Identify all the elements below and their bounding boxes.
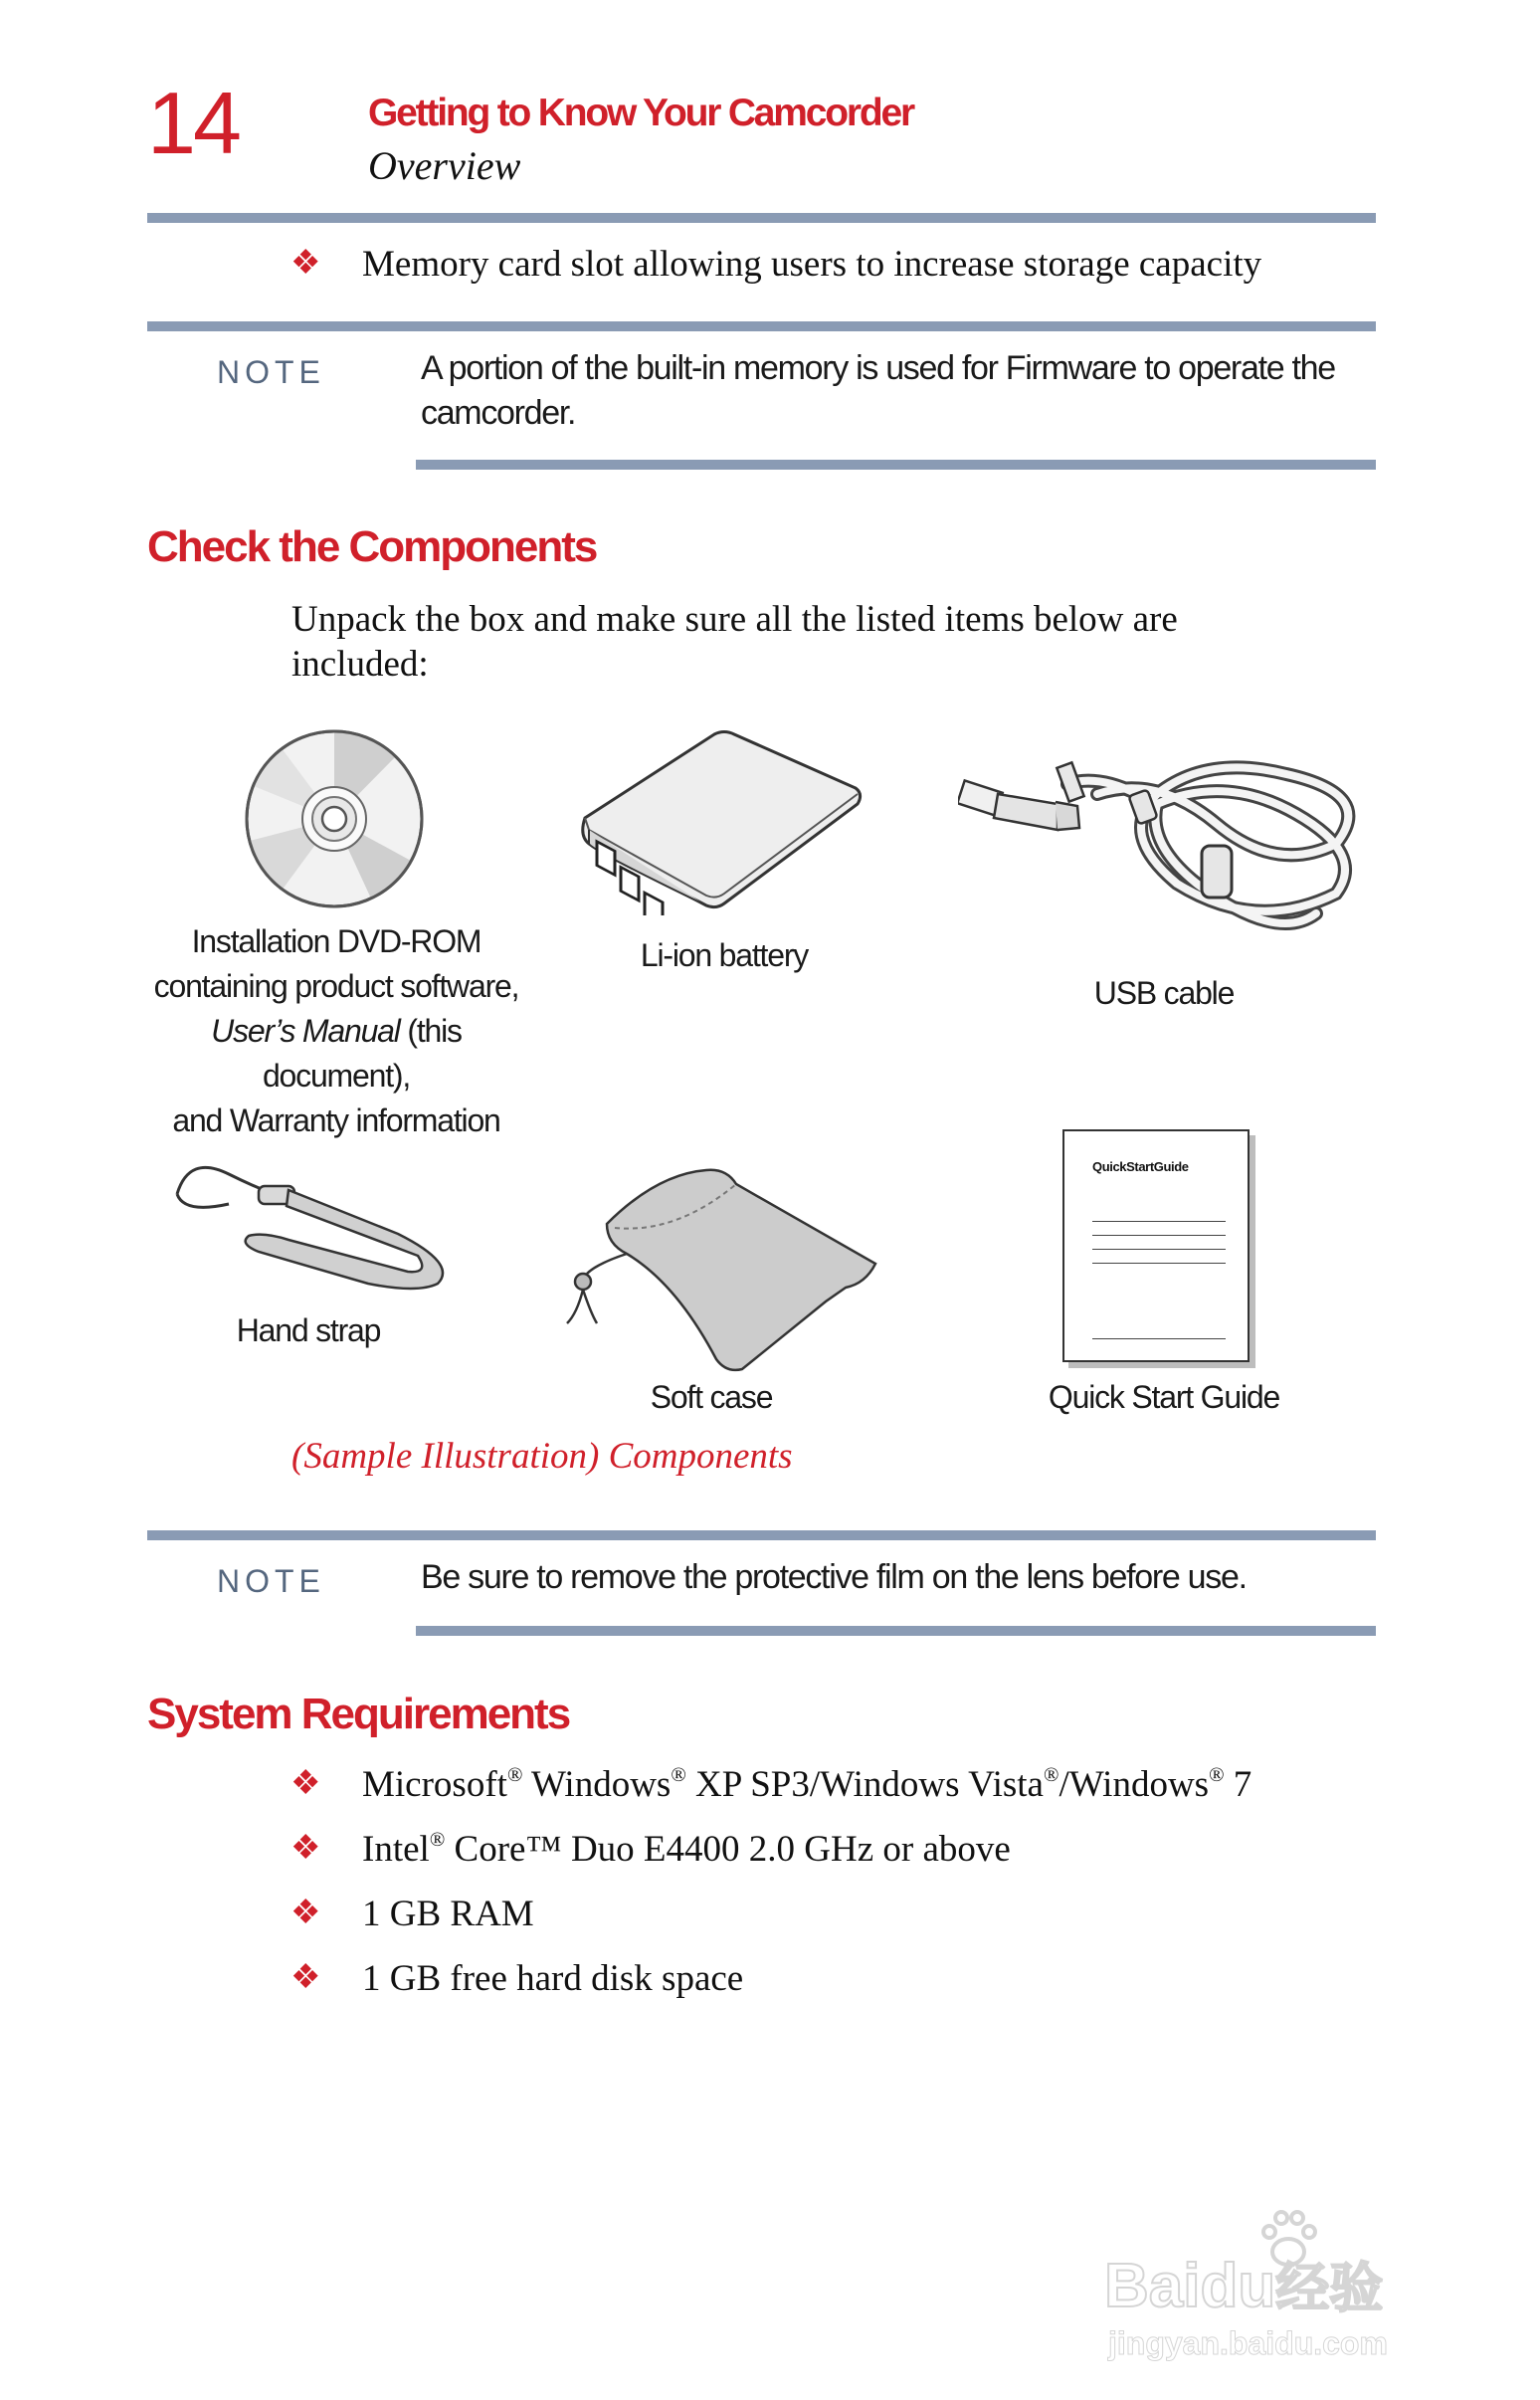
figure-caption: (Sample Illustration) Components — [291, 1436, 793, 1477]
req-text: 7 — [1224, 1764, 1252, 1805]
note1-text: A portion of the built-in memory is used for Firmware to operate the camcorder. — [421, 349, 1335, 432]
section-title: Overview — [368, 143, 521, 188]
note2-top-rule — [147, 1530, 1376, 1540]
dvd-caption — [137, 919, 535, 1143]
components-intro: Unpack the box and make sure all the listed items below are included: — [291, 599, 1178, 685]
guide-cover-line — [1092, 1338, 1226, 1339]
page-number: 14 — [147, 74, 239, 172]
hand-strap-caption: Hand strap — [236, 1312, 381, 1348]
req-text: Core™ Duo E4400 2.0 GHz or above — [445, 1829, 1011, 1870]
memory-card-bullet: Memory card slot allowing users to increase storage capacity — [362, 244, 1262, 285]
chapter-title: Getting to Know Your Camcorder — [368, 92, 913, 134]
registered-mark: ® — [671, 1763, 686, 1786]
note1-bottom-rule — [416, 460, 1376, 470]
usb-cable-caption: USB cable — [1093, 975, 1235, 1011]
note2-label: NOTE — [217, 1563, 325, 1599]
req-text: /Windows — [1059, 1764, 1210, 1805]
watermark-jingyan: 经验 — [1275, 2259, 1384, 2318]
dvd-caption-line4: and Warranty information — [172, 1102, 500, 1138]
registered-mark: ® — [1209, 1763, 1225, 1786]
quick-start-guide-illustration — [1062, 1129, 1250, 1362]
soft-case-caption: Soft case — [650, 1379, 773, 1415]
note2-bottom-rule — [416, 1626, 1376, 1636]
dvd-caption-line3-rest: (this document), — [262, 1013, 462, 1094]
users-manual-title: User’s Manual — [211, 1013, 400, 1049]
check-components-heading: Check the Components — [147, 522, 597, 571]
requirement-disk: 1 GB free hard disk space — [362, 1958, 744, 1999]
requirement-ram: 1 GB RAM — [362, 1894, 534, 1934]
bullet-diamond-icon: ❖ — [290, 1895, 321, 1931]
bullet-diamond-icon: ❖ — [290, 245, 321, 282]
requirement-cpu — [362, 1828, 1011, 1871]
requirement-os — [362, 1763, 1251, 1806]
quick-start-guide-caption: Quick Start Guide — [1048, 1379, 1280, 1415]
bullet-diamond-icon: ❖ — [290, 1765, 321, 1802]
dvd-caption-line2: containing product software, — [153, 968, 519, 1004]
baidu-watermark — [1104, 2204, 1462, 2363]
dvd-caption-line3 — [137, 1009, 535, 1099]
registered-mark: ® — [506, 1763, 523, 1786]
soft-case-illustration — [557, 1164, 885, 1373]
battery-illustration — [575, 726, 866, 915]
bullet-diamond-icon: ❖ — [290, 1830, 321, 1867]
guide-cover-line — [1092, 1249, 1226, 1250]
hand-strap-illustration — [169, 1154, 458, 1303]
guide-cover-line — [1092, 1263, 1226, 1264]
registered-mark: ® — [429, 1828, 446, 1851]
guide-cover-line — [1092, 1235, 1226, 1236]
header-rule — [147, 213, 1376, 223]
system-requirements-heading: System Requirements — [147, 1690, 570, 1738]
registered-mark: ® — [1043, 1763, 1059, 1786]
dvd-rom-illustration — [242, 726, 427, 911]
req-text: XP SP3/Windows Vista — [685, 1764, 1044, 1805]
dvd-caption-line1: Installation DVD-ROM — [191, 923, 481, 959]
watermark-url: jingyan.baidu.com — [1108, 2325, 1388, 2361]
battery-caption: Li-ion battery — [640, 937, 809, 973]
watermark-brand-du: du — [1200, 2252, 1276, 2320]
bullet-diamond-icon: ❖ — [290, 1959, 321, 1996]
req-text: Microsoft — [362, 1764, 507, 1805]
guide-cover-line — [1092, 1221, 1226, 1222]
usb-cable-illustration — [958, 734, 1366, 953]
req-text: Windows — [522, 1764, 672, 1805]
note2-text: Be sure to remove the protective film on the lens before use. — [421, 1558, 1247, 1596]
guide-cover-title: QuickStartGuide — [1092, 1159, 1189, 1174]
watermark-brand-bai: Bai — [1104, 2252, 1201, 2320]
note1-label: NOTE — [217, 354, 325, 390]
req-text: Intel — [362, 1829, 430, 1870]
note1-top-rule — [147, 321, 1376, 331]
watermark-brand — [1104, 2246, 1383, 2322]
